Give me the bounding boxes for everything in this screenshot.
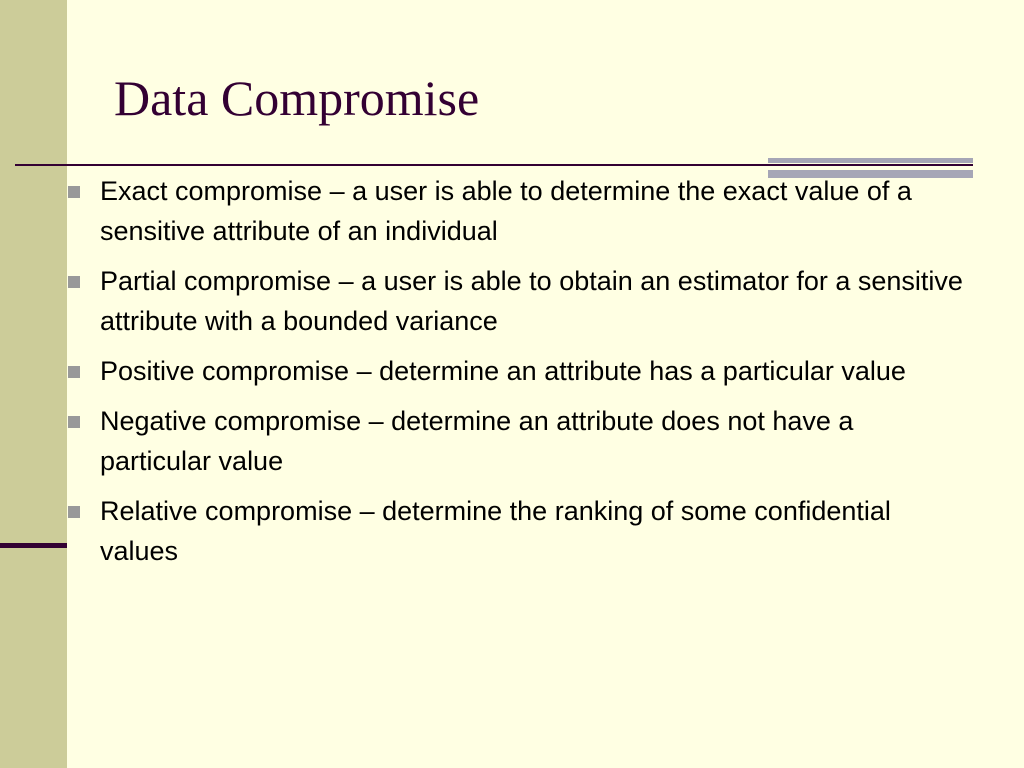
square-bullet-icon	[68, 276, 80, 288]
bullet-text: Negative compromise – determine an attribute does not have a particular value	[100, 406, 854, 476]
bullet-text: Relative compromise – determine the ranking of some confidential values	[100, 496, 891, 566]
bullet-item-partial-compromise	[66, 261, 966, 341]
square-bullet-icon	[68, 506, 80, 518]
title-divider-line	[15, 164, 973, 166]
square-bullet-icon	[68, 366, 80, 378]
bullet-text: Exact compromise – a user is able to determine the exact value of a sensitive attribute of an individual	[100, 176, 912, 246]
bullet-item-positive-compromise	[66, 351, 966, 391]
bullet-item-negative-compromise	[66, 401, 966, 481]
bullet-item-relative-compromise	[66, 491, 966, 571]
bullet-list	[66, 171, 966, 581]
left-accent-line	[0, 543, 67, 548]
square-bullet-icon	[68, 186, 80, 198]
bullet-text: Partial compromise – a user is able to obtain an estimator for a sensitive attribute with a bounded variance	[100, 266, 963, 336]
left-decorative-band	[0, 0, 67, 768]
square-bullet-icon	[68, 416, 80, 428]
bullet-item-exact-compromise	[66, 171, 966, 251]
decorative-gray-bar-top	[768, 158, 973, 163]
bullet-text: Positive compromise – determine an attribute has a particular value	[100, 356, 906, 386]
slide-title: Data Compromise	[114, 70, 480, 126]
